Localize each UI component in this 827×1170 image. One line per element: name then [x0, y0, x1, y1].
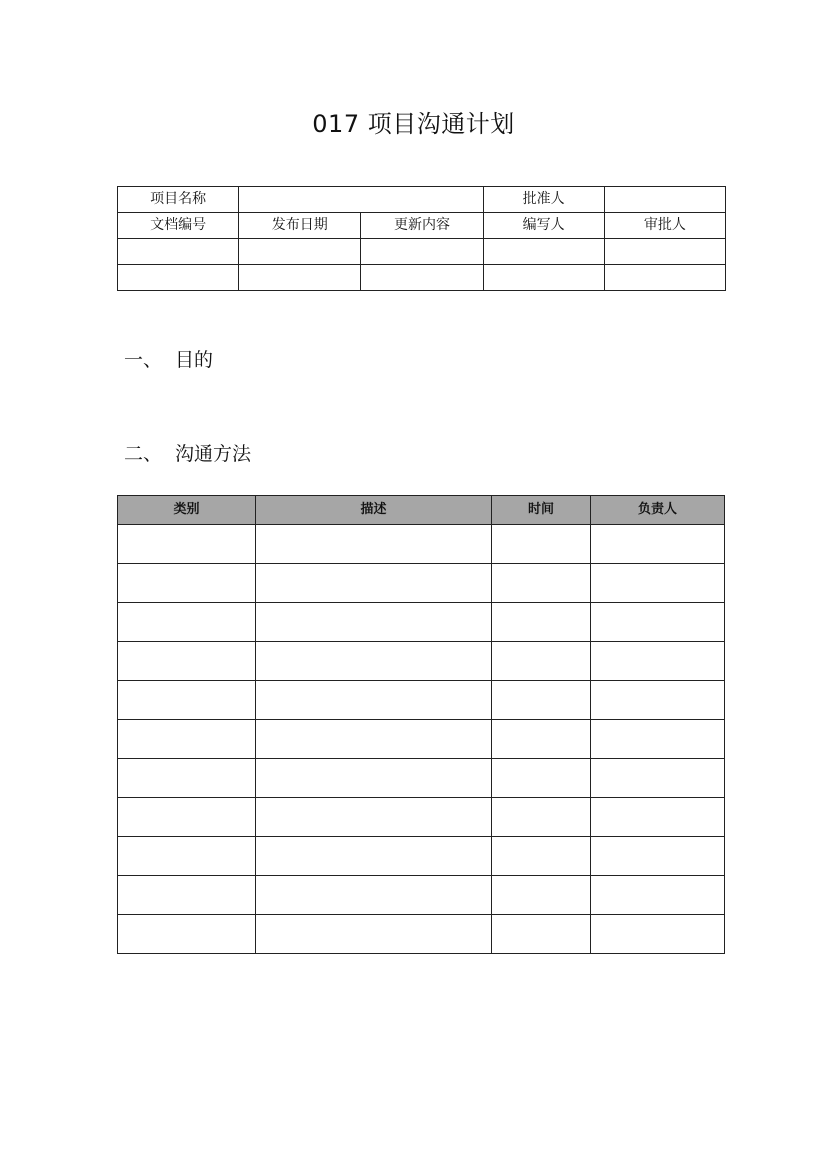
table-cell[interactable] [492, 798, 591, 837]
table-cell[interactable] [483, 239, 604, 265]
table-cell[interactable] [591, 642, 725, 681]
table-row [118, 239, 726, 265]
table-cell[interactable] [239, 265, 361, 291]
table-cell[interactable] [492, 525, 591, 564]
section-purpose [124, 345, 213, 372]
author-header: 编写人 [483, 213, 604, 239]
owner-header: 负责人 [591, 496, 725, 525]
table-cell[interactable] [118, 837, 256, 876]
reviewer-header: 审批人 [604, 213, 725, 239]
table-cell[interactable] [492, 837, 591, 876]
communication-method-table [117, 495, 725, 954]
table-cell[interactable] [118, 265, 239, 291]
approver-value[interactable] [604, 187, 725, 213]
table-cell[interactable] [256, 915, 492, 954]
table-row [118, 642, 725, 681]
table-cell[interactable] [492, 642, 591, 681]
table-cell[interactable] [118, 525, 256, 564]
table-cell[interactable] [591, 720, 725, 759]
table-row [118, 564, 725, 603]
table-cell[interactable] [118, 681, 256, 720]
table-cell[interactable] [118, 915, 256, 954]
table-row [118, 603, 725, 642]
table-cell[interactable] [118, 876, 256, 915]
release-date-header: 发布日期 [239, 213, 361, 239]
section-heading: 目的 [175, 349, 214, 371]
table-cell[interactable] [591, 876, 725, 915]
table-cell[interactable] [604, 239, 725, 265]
category-header: 类别 [118, 496, 256, 525]
table-row [118, 720, 725, 759]
table-cell[interactable] [483, 265, 604, 291]
section-number: 二、 [124, 443, 163, 465]
table-cell[interactable] [591, 837, 725, 876]
table-cell[interactable] [239, 239, 361, 265]
table-cell[interactable] [591, 681, 725, 720]
table-cell[interactable] [591, 564, 725, 603]
table-row [118, 837, 725, 876]
table-cell[interactable] [256, 837, 492, 876]
table-cell[interactable] [118, 798, 256, 837]
project-info-row [118, 187, 726, 213]
description-header: 描述 [256, 496, 492, 525]
doc-number-header: 文档编号 [118, 213, 239, 239]
table-cell[interactable] [256, 642, 492, 681]
table-cell[interactable] [492, 681, 591, 720]
table-cell[interactable] [256, 681, 492, 720]
table-row [118, 915, 725, 954]
table-row [118, 681, 725, 720]
revision-header-row [118, 213, 726, 239]
table-cell[interactable] [118, 759, 256, 798]
approver-label: 批准人 [483, 187, 604, 213]
table-cell[interactable] [256, 564, 492, 603]
table-cell[interactable] [604, 265, 725, 291]
section-number: 一、 [124, 349, 163, 371]
table-cell[interactable] [492, 759, 591, 798]
table-cell[interactable] [256, 876, 492, 915]
table-cell[interactable] [256, 525, 492, 564]
table-cell[interactable] [492, 720, 591, 759]
time-header: 时间 [492, 496, 591, 525]
table-row [118, 876, 725, 915]
update-content-header: 更新内容 [361, 213, 483, 239]
table-cell[interactable] [256, 759, 492, 798]
table-cell[interactable] [492, 915, 591, 954]
table-cell[interactable] [361, 239, 483, 265]
table-row [118, 798, 725, 837]
document-info-table [117, 186, 726, 291]
table-cell[interactable] [591, 915, 725, 954]
project-name-label: 项目名称 [118, 187, 239, 213]
table-cell[interactable] [118, 720, 256, 759]
table-cell[interactable] [591, 759, 725, 798]
project-name-value[interactable] [239, 187, 483, 213]
table-cell[interactable] [591, 525, 725, 564]
table-cell[interactable] [118, 564, 256, 603]
table-cell[interactable] [256, 798, 492, 837]
table-cell[interactable] [118, 603, 256, 642]
section-heading: 沟通方法 [175, 443, 252, 465]
table-row [118, 759, 725, 798]
table-cell[interactable] [492, 564, 591, 603]
table-row [118, 525, 725, 564]
table-cell[interactable] [591, 603, 725, 642]
table-cell[interactable] [256, 603, 492, 642]
document-title: 017 项目沟通计划 [312, 110, 515, 138]
table-cell[interactable] [591, 798, 725, 837]
table-cell[interactable] [492, 603, 591, 642]
table-row [118, 265, 726, 291]
section-communication-method [124, 439, 251, 466]
table-cell[interactable] [256, 720, 492, 759]
table-cell[interactable] [118, 642, 256, 681]
table-cell[interactable] [118, 239, 239, 265]
table-cell[interactable] [492, 876, 591, 915]
table-cell[interactable] [361, 265, 483, 291]
method-header-row [118, 496, 725, 525]
